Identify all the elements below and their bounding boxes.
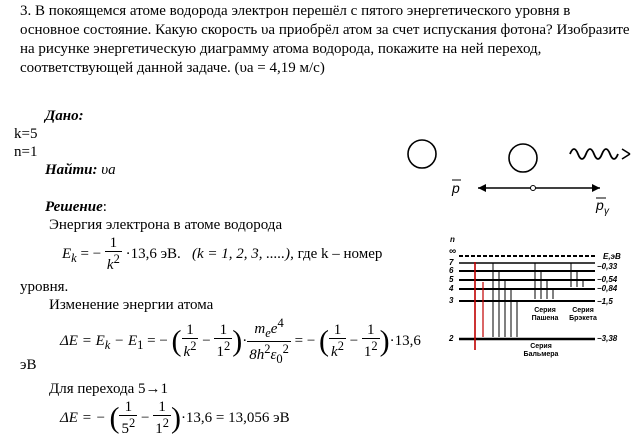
svg-text:Бальмера: Бальмера — [523, 351, 559, 358]
solution-colon: : — [102, 199, 107, 215]
problem-statement: 3. В покоящемся атоме водорода электрон перешёл с пятого энергетического уровня в основное состояние. Какую скорость υа приобрёл атом за счет испускания фотона? Изобразите на рисунке энергетическую диаграмму атома водорода, покажите на ней переход, соответствующей данной задаче. (υа = 4,19 м/с) — [20, 3, 630, 76]
photon-momentum-arrowhead — [592, 184, 600, 192]
svg-text:5: 5 — [449, 275, 454, 284]
p-gamma-sub: γ — [604, 206, 609, 217]
svg-text:Серия: Серия — [534, 307, 556, 314]
transition-title: Для перехода 5→1 — [49, 381, 169, 397]
svg-text:−3,38: −3,38 — [597, 334, 618, 343]
svg-text:−0,84: −0,84 — [597, 284, 618, 293]
p-gamma-label: p — [596, 197, 604, 213]
p-label: p — [452, 180, 460, 196]
svg-text:4: 4 — [449, 284, 454, 293]
brackett-transitions — [571, 263, 583, 287]
n-label: n — [450, 235, 455, 244]
svg-text:2: 2 — [449, 334, 454, 343]
equation-change: $\Delta E = E_k - E_1$ = − ( $\frac{1}{k^2}$ − $\frac{1}{1^2}$ )· $\frac{m_ee^4}{8h^2\varepsilon_0^2}$ = − ( $\frac{1}{k^2}$ − $\frac{1}{1^2}$ )·13,6 — [60, 316, 421, 366]
atom-after — [509, 144, 537, 172]
svg-text:Брэкета: Брэкета — [569, 315, 597, 322]
change-title: Изменение энергии атома — [49, 297, 214, 313]
svg-text:−0,54: −0,54 — [597, 275, 618, 284]
infinity-label: ∞ — [449, 246, 457, 257]
momentum-origin — [531, 186, 536, 191]
atom-momentum-arrowhead — [478, 184, 486, 192]
find-variable: υа — [101, 162, 116, 178]
svg-text:6: 6 — [449, 266, 454, 275]
svg-text:Серия: Серия — [530, 343, 552, 350]
given-heading: Дано: — [45, 108, 84, 124]
atom-photon-figure — [400, 128, 640, 220]
energy-title: Энергия электрона в атоме водорода — [49, 217, 283, 233]
svg-text:3: 3 — [449, 296, 454, 305]
equation-energy-continued: уровня. — [20, 279, 69, 295]
unit-ev: эВ — [20, 357, 37, 373]
solution-heading-line — [45, 199, 107, 216]
photon-wave — [570, 149, 618, 159]
energy-level-diagram — [445, 232, 640, 358]
given-k: k=5 — [14, 126, 38, 142]
solution-heading: Решение — [45, 199, 103, 215]
svg-text:−1,5: −1,5 — [597, 297, 613, 306]
energy-levels — [459, 256, 595, 339]
equation-transition: ΔE = − ( $\frac{1}{5^2}$ − $\frac{1}{1^2}$ )·13,6 = 13,056 эВ — [60, 399, 290, 437]
find-heading: Найти: — [45, 162, 98, 178]
svg-text:7: 7 — [449, 258, 454, 267]
svg-text:−0,33: −0,33 — [597, 262, 618, 271]
find-line — [45, 162, 116, 179]
svg-text:Пашена: Пашена — [531, 315, 559, 322]
svg-text:E,эВ: E,эВ — [603, 252, 621, 261]
atom-before — [408, 140, 436, 168]
svg-text:Серия: Серия — [572, 307, 594, 314]
equation-energy: $E_k$ = − $\frac{1}{k^2}$ ·13,6 эВ. (k = 1, 2, 3, .....), где k – номер — [62, 235, 383, 273]
given-n: n=1 — [14, 144, 38, 160]
photon-arrow — [622, 149, 630, 159]
